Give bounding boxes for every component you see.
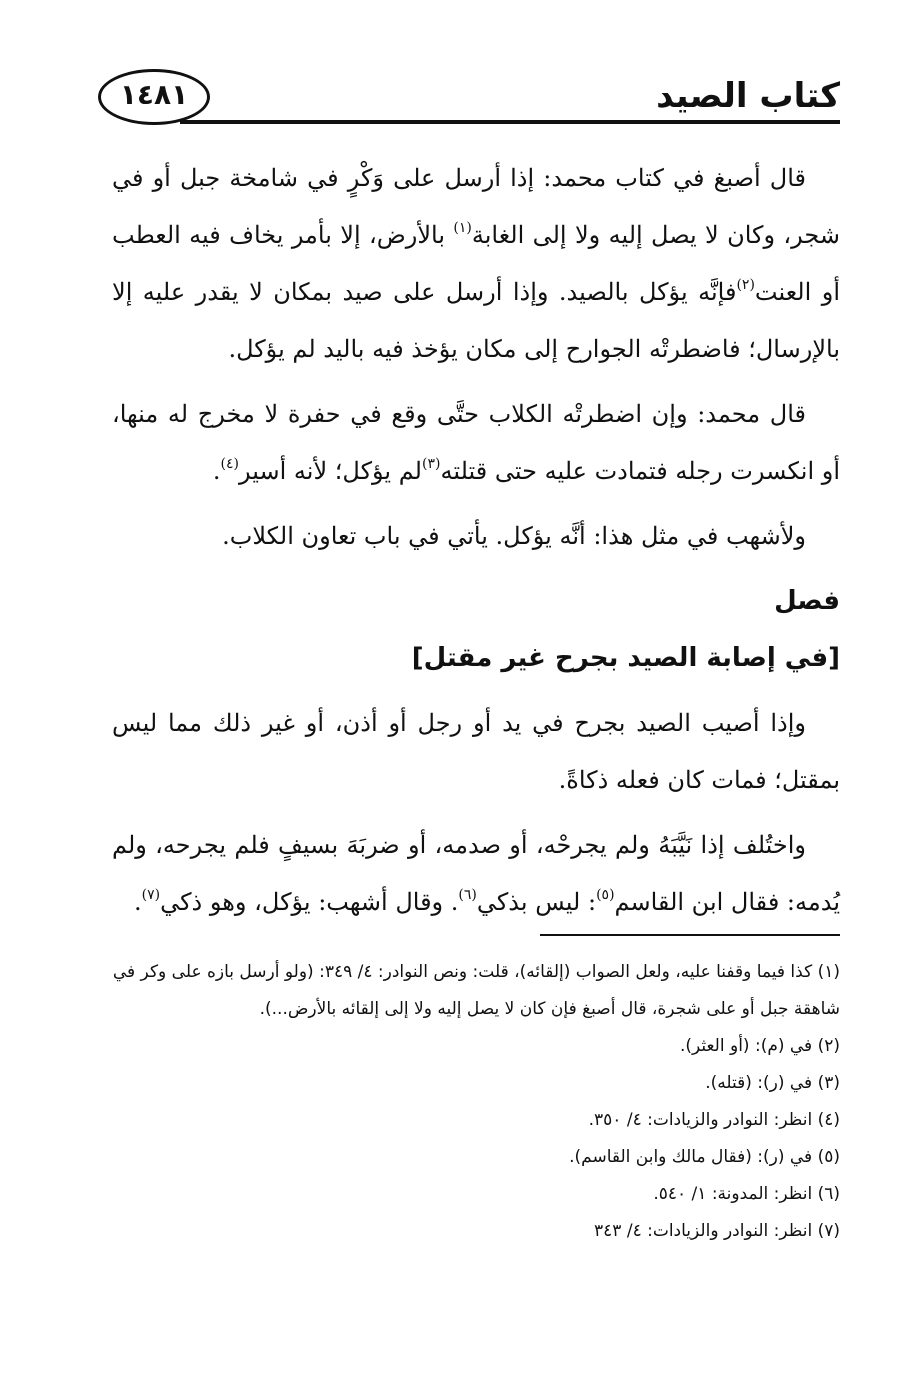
paragraph-text: وإذا أصيب الصيد بجرح في يد أو رجل أو أذن، أو غير ذلك مما ليس بمقتل؛ فمات كان فعله ذكاةً. [112,709,840,794]
paragraph-text: . وقال أشهب: يؤكل، وهو ذكي [160,888,459,916]
paragraph-muhammad [112,386,840,500]
page-number: ١٤٨١ [119,78,189,111]
footnote-ref-2: (٢) [736,277,755,293]
footnote-6: (٦) انظر: المدونة: ١/ ٥٤٠. [653,1184,840,1204]
footnote-ref-7: (٧) [141,887,161,903]
footnote-ref-6: (٦) [458,887,477,903]
footnote-4: (٤) انظر: النوادر والزيادات: ٤/ ٣٥٠. [588,1110,840,1130]
footnote-7: (٧) انظر: النوادر والزيادات: ٤/ ٣٤٣ [594,1221,840,1241]
section-subheading: [في إصابة الصيد بجرح غير مقتل] [411,643,840,673]
footnote-3: (٣) في (ر): (قتله). [705,1073,840,1093]
header-rule [180,120,840,124]
paragraph-text: قال أصبغ في كتاب محمد: إذا أرسل على وَكْرٍ في شامخة جبل أو في شجر، وكان لا يصل إليه ولا إلى الغابة [112,164,840,249]
paragraph-text: بالأرض، إلا بأمر يخاف فيه العطب أو العنت [112,221,840,306]
footnote-2: (٢) في (م): (أو العثر). [679,1036,840,1056]
paragraph-asbagh [112,150,840,378]
footnote-5: (٥) في (ر): (فقال مالك وابن القاسم). [569,1147,840,1167]
paragraph-text: واختُلف إذا نَيَّبَهُ ولم يجرحْه، أو صدمه، أو ضربَهَ بسيفٍ فلم يجرحه، ولم يُدمه: فقال ابن القاسم [112,831,840,916]
paragraph-text: قال محمد: وإن اضطرتْه الكلاب حتَّى وقع في حفرة لا مخرج له منها، أو انكسرت رجله فتمادت عليه حتى قتلته [112,400,840,485]
paragraph-text: لم يؤكل؛ لأنه أسير [239,457,422,485]
paragraph-text: : ليس بذكي [476,888,597,916]
footnote-1: (١) كذا فيما وقفنا عليه، ولعل الصواب (إلقائه)، قلت: ونص النوادر: ٤/ ٣٤٩: (ولو أرسل بازه على وكر في شاهقة جبل أو على شجرة، قال أصبغ فإن كان لا يصل إليه ولا إلى إلقائه بالأرض...). [112,962,840,1019]
paragraph-dispute [112,817,840,931]
main-text [112,150,840,939]
footnote-separator [540,934,840,936]
paragraph-text: . [212,457,221,485]
footnote-ref-1: (١) [453,220,472,236]
footnote-ref-5: (٥) [596,887,615,903]
paragraph-text: ولأشهب في مثل هذا: أنَّه يؤكل. يأتي في باب تعاون الكلاب. [222,522,806,550]
footnote-ref-3: (٣) [422,456,441,472]
footnotes [112,954,840,1250]
footnote-ref-4: (٤) [220,456,240,472]
paragraph-text: . [134,888,142,916]
paragraph-ashhab [112,508,840,565]
paragraph-text: فإنَّه يؤكل بالصيد. وإذا أرسل على صيد بمكان لا يقدر عليه إلا بالإرسال؛ فاضطرتْه الجوارح إلى مكان يؤخذ فيه باليد لم يؤكل. [112,278,840,363]
running-header-title: كتاب الصيد [656,76,840,116]
paragraph-wound [112,695,840,809]
section-heading: فصل [774,586,840,616]
